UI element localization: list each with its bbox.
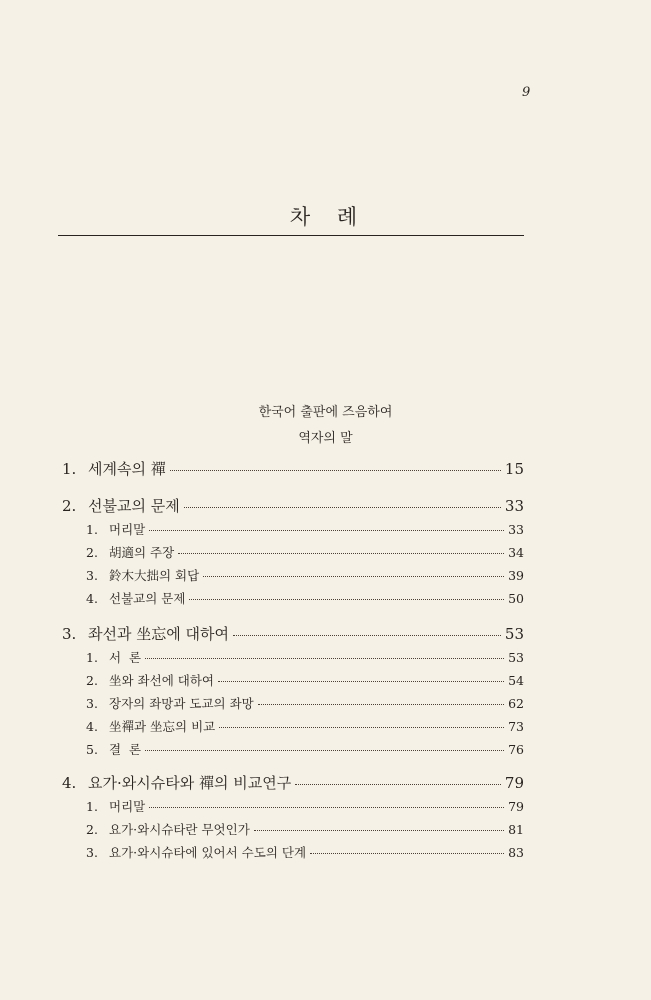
toc-number: 3. bbox=[62, 625, 77, 643]
toc-label: 세계속의 禪 bbox=[88, 460, 166, 478]
dot-leader bbox=[219, 727, 504, 728]
toc-number: 4. bbox=[62, 774, 77, 792]
toc-label: 장자의 좌망과 도교의 좌망 bbox=[109, 696, 254, 711]
dot-leader bbox=[178, 553, 504, 554]
toc-section[interactable] bbox=[58, 520, 524, 538]
toc-number: 1. bbox=[86, 799, 98, 814]
toc-label: 서 론 bbox=[109, 650, 142, 665]
toc-section[interactable] bbox=[58, 843, 524, 861]
toc-label: 선불교의 문제 bbox=[88, 497, 180, 515]
toc-section[interactable] bbox=[58, 717, 524, 735]
toc-label: 요가·와시슈타에 있어서 수도의 단계 bbox=[109, 845, 307, 860]
toc-label: 머리말 bbox=[109, 799, 146, 814]
toc-chapter[interactable] bbox=[58, 495, 524, 516]
toc-number: 3. bbox=[86, 696, 98, 711]
toc-number: 2. bbox=[86, 545, 98, 560]
toc-page: 73 bbox=[508, 719, 524, 734]
dot-leader bbox=[189, 599, 504, 600]
toc-number: 1. bbox=[86, 522, 98, 537]
toc-label: 선불교의 문제 bbox=[109, 591, 186, 606]
toc-section[interactable] bbox=[58, 694, 524, 712]
toc-number: 2. bbox=[86, 822, 98, 837]
toc-number: 3. bbox=[86, 568, 98, 583]
toc-page: 79 bbox=[508, 799, 524, 814]
toc-chapter[interactable] bbox=[58, 623, 524, 644]
toc-label: 좌선과 坐忘에 대하여 bbox=[88, 625, 229, 643]
toc-page: 33 bbox=[504, 497, 524, 515]
toc-number: 3. bbox=[86, 845, 98, 860]
toc-chapter[interactable] bbox=[58, 458, 524, 479]
toc-page: 76 bbox=[508, 742, 524, 757]
toc-section[interactable] bbox=[58, 820, 524, 838]
dot-leader bbox=[203, 576, 504, 577]
toc-section[interactable] bbox=[58, 543, 524, 561]
toc-section[interactable] bbox=[58, 740, 524, 758]
toc-page: 34 bbox=[508, 545, 524, 560]
toc-number: 2. bbox=[86, 673, 98, 688]
toc-page: 62 bbox=[508, 696, 524, 711]
toc-label: 鈴木大拙의 회답 bbox=[109, 568, 200, 583]
toc-section[interactable] bbox=[58, 648, 524, 666]
dot-leader bbox=[233, 635, 501, 636]
dot-leader bbox=[145, 750, 504, 751]
dot-leader bbox=[218, 681, 504, 682]
dot-leader bbox=[149, 807, 504, 808]
toc-section[interactable] bbox=[58, 797, 524, 815]
dot-leader bbox=[310, 853, 504, 854]
toc-page: 33 bbox=[508, 522, 524, 537]
toc-section[interactable] bbox=[58, 589, 524, 607]
toc-page: 39 bbox=[508, 568, 524, 583]
toc-number: 4. bbox=[86, 719, 98, 734]
toc-section[interactable] bbox=[58, 566, 524, 584]
dot-leader bbox=[295, 784, 501, 785]
toc-label: 요가·와시슈타와 禪의 비교연구 bbox=[88, 774, 292, 792]
toc-chapter[interactable] bbox=[58, 772, 524, 793]
dot-leader bbox=[184, 507, 501, 508]
toc-number: 4. bbox=[86, 591, 98, 606]
toc-page: 53 bbox=[508, 650, 524, 665]
toc-label: 坐와 좌선에 대하여 bbox=[109, 673, 214, 688]
toc-number: 1. bbox=[62, 460, 77, 478]
dot-leader bbox=[145, 658, 504, 659]
toc-label: 결 론 bbox=[109, 742, 142, 757]
toc-page: 15 bbox=[504, 460, 524, 478]
toc-page: 81 bbox=[508, 822, 524, 837]
dot-leader bbox=[258, 704, 504, 705]
dot-leader bbox=[149, 530, 504, 531]
toc-label: 坐禪과 坐忘의 비교 bbox=[109, 719, 216, 734]
toc-page: 79 bbox=[504, 774, 524, 792]
preface-item: 역자의 말 bbox=[298, 431, 353, 446]
toc-label: 胡適의 주장 bbox=[109, 545, 175, 560]
toc-page: 50 bbox=[508, 591, 524, 606]
toc-label: 머리말 bbox=[109, 522, 146, 537]
page-number: 9 bbox=[522, 85, 531, 100]
dot-leader bbox=[254, 830, 504, 831]
toc-number: 5. bbox=[86, 742, 98, 757]
title-divider bbox=[58, 235, 524, 236]
toc-page: 54 bbox=[508, 673, 524, 688]
dot-leader bbox=[170, 470, 501, 471]
toc-number: 2. bbox=[62, 497, 77, 515]
toc-section[interactable] bbox=[58, 671, 524, 689]
toc-label: 요가·와시슈타란 무엇인가 bbox=[109, 822, 250, 837]
toc-page: 53 bbox=[504, 625, 524, 643]
toc-page: 83 bbox=[508, 845, 524, 860]
toc-number: 1. bbox=[86, 650, 98, 665]
page-title: 차 례 bbox=[289, 205, 368, 229]
preface-item: 한국어 출판에 즈음하여 bbox=[258, 405, 393, 420]
